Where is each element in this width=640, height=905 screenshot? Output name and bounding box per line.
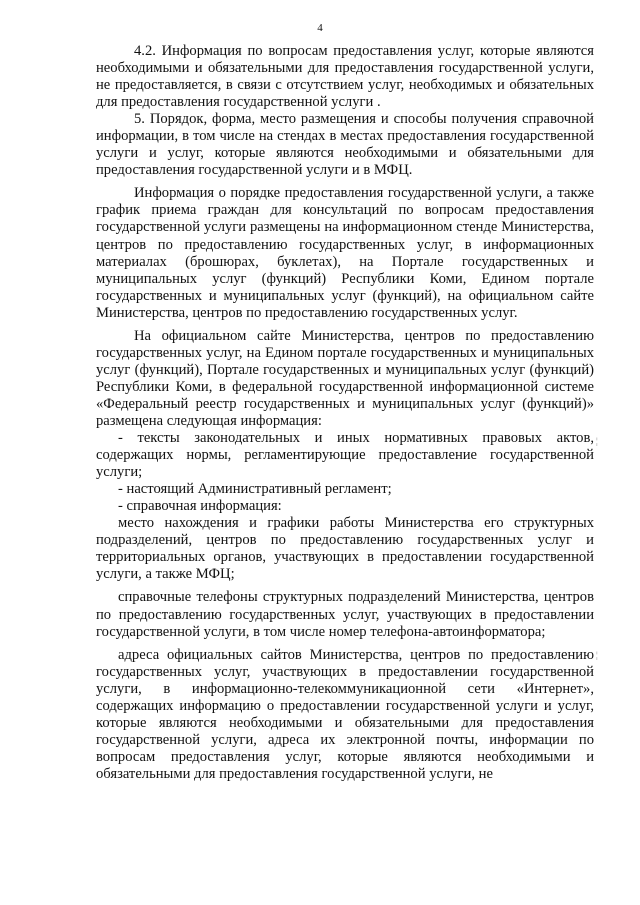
paragraph-info-placement: Информация о порядке предоставления государственной услуги, а также график приема граждан для консультаций по вопросам предоставления государственной услуги размещены на информационном стенде Министерства, центров по предоставлению государственных услуг, в информационных материалах (брошюрах, буклетах), на Портале государственных и муниципальных услуг (функций) Республики Коми, Едином портале государственных и муниципальных услуг (функций), на официальном сайте Министерства, центров по предоставлению государственных услуг. xyxy=(96,185,594,321)
paragraph-5-heading: 5. Порядок, форма, место размещения и способы получения справочной информации, в том числе на стендах в местах предоставления государственной услуги и услуг, которые являются необходимыми и обязательными для предоставления государственной услуги и в МФЦ. xyxy=(96,111,594,179)
list-item-reference-info: - справочная информация: xyxy=(118,498,282,515)
paragraph-official-site: На официальном сайте Министерства, центров по предоставлению государственных услуг, на Едином портале государственных и муниципальных услуг (функций), Портале государственных и муниципальных услуг (функций) Республики Коми, в федеральной государственной информационной системе «Федеральный реестр государственных и муниципальных услуг (функций)» размещена следующая информация: xyxy=(96,327,594,429)
scan-mark: ¦ xyxy=(596,436,598,446)
page-number: 4 xyxy=(317,22,323,34)
paragraph-location-schedule: место нахождения и графики работы Министерства его структурных подразделений, центров по предоставлению государственных услуг и территориальных органов, участвующих в предоставлении государственной услуги, а также МФЦ; xyxy=(96,515,594,583)
paragraph-phones: справочные телефоны структурных подразделений Министерства, центров по предоставлению государственных услуг, участвующих в предоставлении государственной услуги, в том числе номер телефона-автоинформатора; xyxy=(96,589,594,640)
document-body xyxy=(96,43,594,783)
scan-mark: ¦ xyxy=(596,650,598,660)
paragraph-websites: адреса официальных сайтов Министерства, центров по предоставлению государственных услуг, участвующих в предоставлении государственной услуги, в информационно-телекоммуникационной сети «Интернет», содержащих информацию о предоставлении государственной услуги и услуг, которые являются необходимыми и обязательными для предоставления государственной услуги, адреса их электронной почты, информации по вопросам предоставления услуг, которые являются необходимыми и обязательными для предоставления государственной услуги, не xyxy=(96,646,594,782)
list-item-regulation: - настоящий Административный регламент; xyxy=(118,481,392,498)
list-item-legal-acts: - тексты законодательных и иных нормативных правовых актов, содержащих нормы, регламентирующие предоставление государственной услуги; xyxy=(96,430,594,481)
paragraph-4-2: 4.2. Информация по вопросам предоставления услуг, которые являются необходимыми и обязательными для предоставления государственной услуги, не предоставляется, в связи с отсутствием услуг, необходимых и обязательных для предоставления государственной услуги . xyxy=(96,43,594,111)
